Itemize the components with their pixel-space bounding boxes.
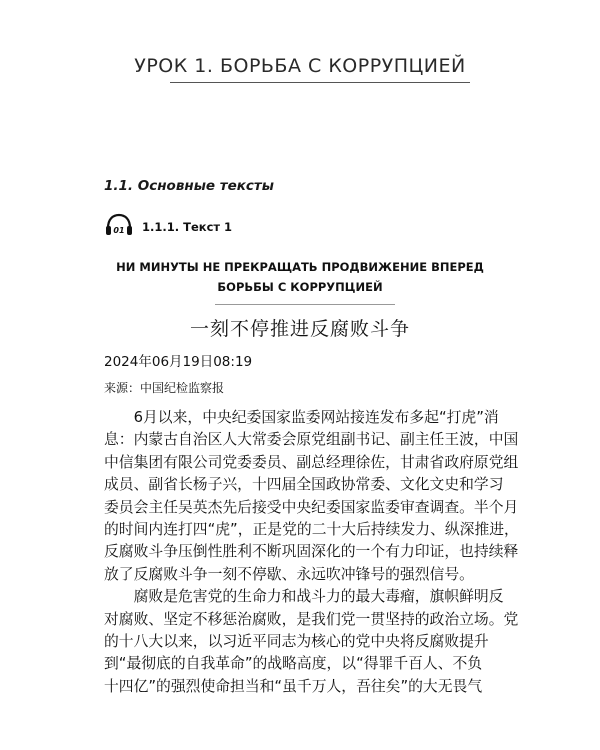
article-title-ru — [0, 257, 600, 297]
audio-track-number: 01 — [113, 226, 125, 235]
body-line: 的时间内连打四“虎”，正是党的二十大后持续发力、纵深推进， — [104, 521, 519, 539]
body-line: 对腐败、坚定不移惩治腐败，是我们党一贯坚持的政治立场。党 — [104, 610, 519, 628]
title-divider — [215, 304, 395, 305]
article-title-ru-line: БОРЬБЫ С КОРРУПЦИЕЙ — [217, 280, 383, 294]
headphones-icon[interactable] — [104, 213, 134, 237]
body-line: 6月以来，中央纪委国家监委网站接连发布多起“打虎”消 — [104, 409, 499, 426]
body-line: 到“最彻底的自我革命”的战略高度，以“得罪千百人、不负 — [104, 655, 483, 673]
text-heading — [104, 210, 232, 240]
section-title: 1.1. Основные тексты — [104, 178, 274, 194]
body-line: 息：内蒙古自治区人大常委会原党组副书记、副主任王波，中国 — [104, 431, 519, 449]
title-underline — [170, 82, 470, 83]
body-line: 委员会主任吴英杰先后接受中央纪委国家监委审查调查。半个月 — [104, 498, 519, 516]
body-line: 反腐败斗争压倒性胜利不断巩固深化的一个有力印证，也持续释 — [104, 543, 519, 561]
lesson-title: УРОК 1. БОРЬБА С КОРРУПЦИЕЙ — [134, 55, 466, 77]
text-label: 1.1.1. Текст 1 — [142, 220, 233, 234]
article-date: 2024年06月19日08:19 — [104, 354, 253, 370]
body-line: 的十八大以来，以习近平同志为核心的党中央将反腐败提升 — [104, 633, 489, 651]
body-line: 放了反腐败斗争一刻不停歇、永远吹冲锋号的强烈信号。 — [104, 565, 474, 583]
body-line: 中信集团有限公司党委委员、副总经理徐佐，甘肃省政府原党组 — [104, 453, 519, 471]
article-source: 来源：中国纪检监察报 — [104, 381, 225, 395]
article-title-zh: 一刻不停推进反腐败斗争 — [189, 318, 410, 340]
body-line: 成员、副省长杨子兴，十四届全国政协常委、文化文史和学习 — [104, 476, 504, 494]
article-body — [104, 407, 534, 698]
body-line: 十四亿”的强烈使命担当和“虽千万人，吾往矣”的大无畏气 — [104, 677, 483, 695]
body-line: 腐败是危害党的生命力和战斗力的最大毒瘤，旗帜鲜明反 — [104, 588, 504, 606]
article-title-ru-line: НИ МИНУТЫ НЕ ПРЕКРАЩАТЬ ПРОДВИЖЕНИЕ ВПЕРЕД — [116, 260, 484, 274]
